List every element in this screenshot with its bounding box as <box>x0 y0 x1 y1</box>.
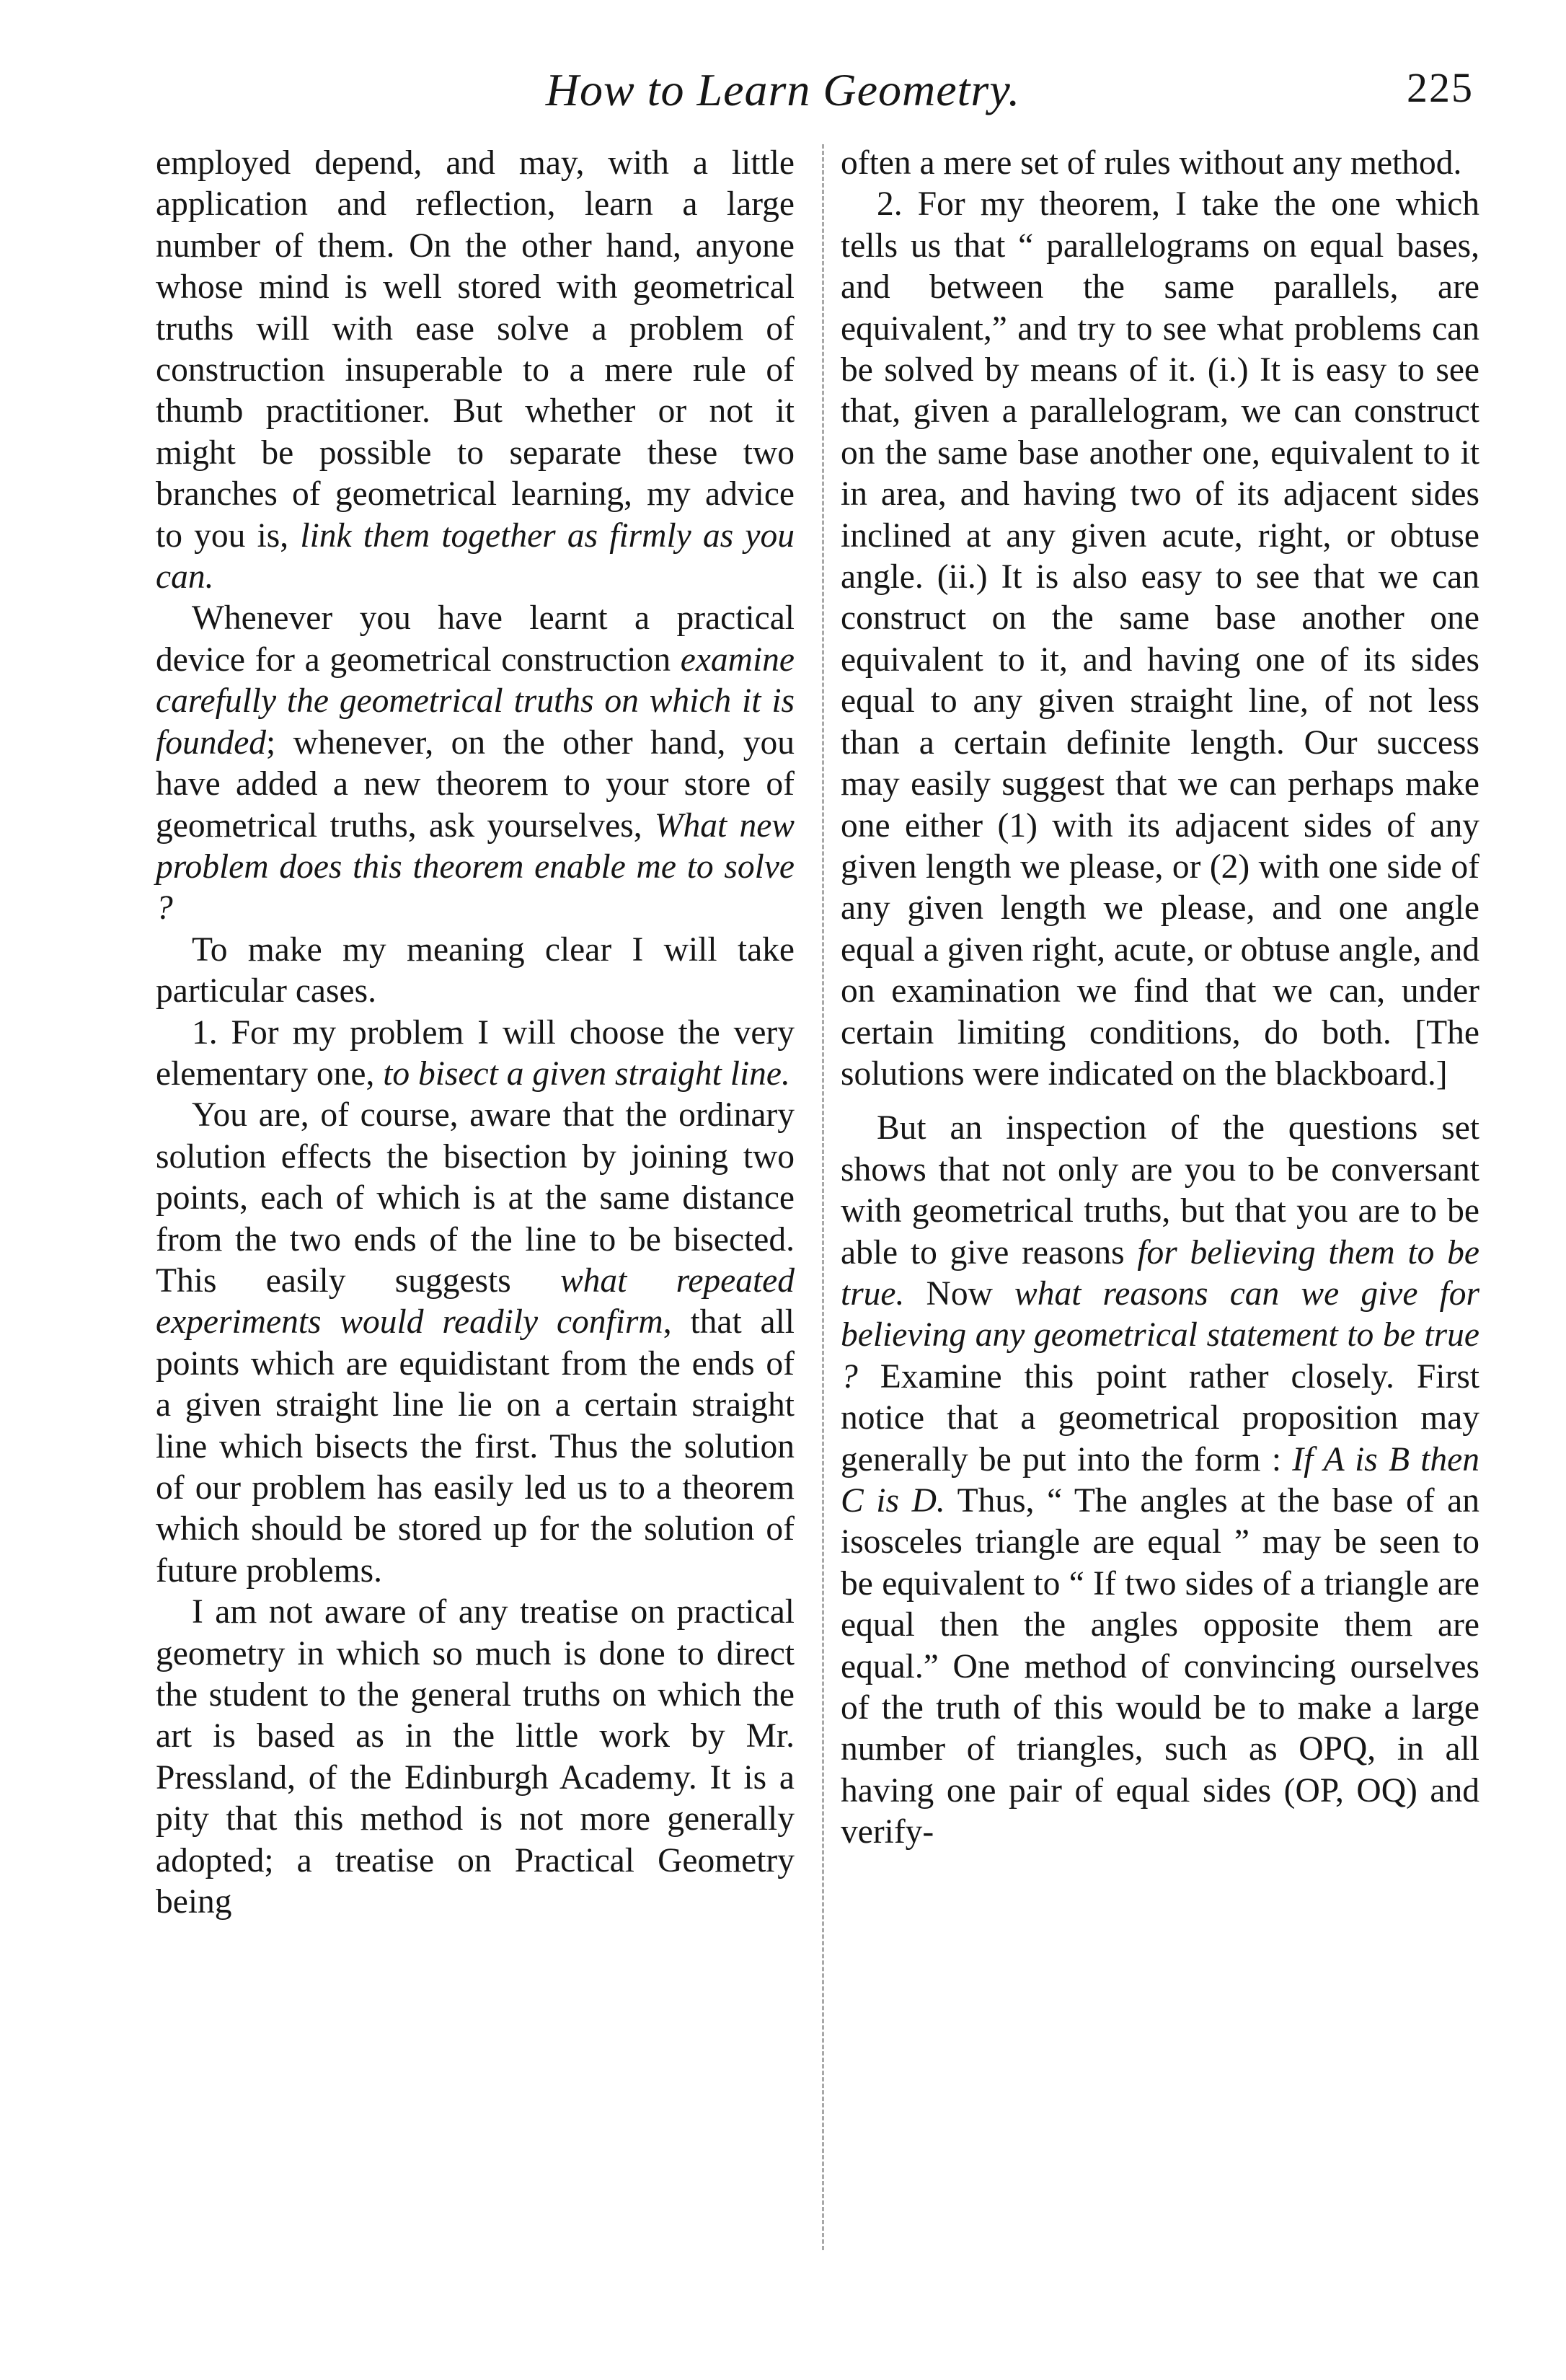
left-paragraph-4 <box>156 1013 795 1096</box>
italic-run: link them together as firmly as you can. <box>156 516 795 596</box>
text-run: Now <box>904 1274 1015 1313</box>
right-column <box>841 143 1479 1854</box>
left-paragraph-3: To make my meaning clear I will take particular cases. <box>156 930 795 1010</box>
text-run: You are, of course, aware that the ordinary solution effects the bisection by joining two points, each of which is at the same distance from the two ends of the line to be bisected. This easily suggests <box>156 1096 795 1300</box>
text-run: But an inspection of the questions set shows that not only are you to be conversant with geometrical truths, but that you are to be able to give reasons <box>841 1109 1479 1271</box>
left-paragraph-5 <box>156 1095 795 1592</box>
left-paragraph-1 <box>156 143 795 598</box>
italic-run: for believing them to be true. <box>841 1233 1479 1313</box>
page-number: 225 <box>1407 64 1474 111</box>
column-divider <box>822 144 824 2250</box>
left-paragraph-2 <box>156 598 795 929</box>
text-run: employed depend, and may, with a little application and reflection, learn a large number of them. On the other hand, anyone whose mind is well stored with geometrical truths will with ease solve a problem of construction insuperable to a mere rule of thumb practitioner. But whether or not it might be possible to separate these two branches of geometrical learning, my advice to you is, <box>156 144 795 555</box>
italic-run: What new problem does this theorem enable me to solve ? <box>156 806 795 927</box>
right-paragraph-1: often a mere set of rules without any method. <box>841 144 1462 182</box>
right-paragraph-2: 2. For my theorem, I take the one which tells us that “ parallelograms on equal bases, and between the same parallels, are equivalent,” and try to see what problems can be solved by means of it. (i.) It is easy to see that, given a parallelogram, we can construct on the same base another one, equivalent to it in area, and having two of its adjacent sides inclined at any given acute, right, or obtuse angle. (ii.) It is also easy to see that we can construct on the same base another one equivalent to it, and having one of its sides equal to any given straight line, of not less than a certain definite length. Our success may easily suggest that we can perhaps make one either (1) with its adjacent sides of any given length we please, or (2) with one side of any given length we please, and one angle equal a given right, acute, or obtuse angle, and on examination we find that we can, under certain limiting conditions, do both. [The solutions were indicated on the blackboard.] <box>841 185 1479 1093</box>
text-run: , that all points which are equidistant from the ends of a given straight line lie on a certain straight line which bisects the first. Thus the solution of our problem has easily led us to a theorem which should be stored up for the solution of future problems. <box>156 1303 795 1590</box>
italic-run: If A is B then C is D. <box>841 1440 1479 1520</box>
left-column <box>156 143 795 1923</box>
text-run: Whenever you have learnt a practical device for a geometrical construction <box>156 599 795 679</box>
text-run: Thus, “ The angles at the base of an isosceles triangle are equal ” may be seen to be equivalent to “ If two sides of a triangle are equal then the angles opposite them are equal.” One method of convincing ourselves of the truth of this would be to make a large number of triangles, such as OPQ, in all having one pair of equal sides (OP, OQ) and verify- <box>841 1482 1479 1851</box>
running-title: How to Learn Geometry. <box>545 64 1021 115</box>
italic-run: examine carefully the geometrical truths on which it is founded <box>156 640 795 762</box>
italic-run: what reasons can we give for believing any geometrical statement to be true ? <box>841 1274 1480 1396</box>
left-paragraph-6: I am not aware of any treatise on practical geometry in which so much is done to direct the student to the general truths on which the art is based as in the little work by Mr. Pressland, of the Edinburgh Academy. It is a pity that this method is not more generally adopted; a treatise on Practical Geometry being <box>156 1593 795 1921</box>
text-run: ; whenever, on the other hand, you have added a new theorem to your store of geometrical truths, ask yourselves, <box>156 723 795 845</box>
running-head <box>0 63 1566 128</box>
text-run: 1. For my problem I will choose the very elementary one, <box>156 1013 795 1093</box>
right-paragraph-3 <box>841 1108 1479 1853</box>
italic-run: what repeated experiments would readily confirm <box>156 1261 795 1341</box>
italic-run: to bisect a given straight line. <box>383 1054 790 1093</box>
text-run: Examine this point rather closely. First notice that a geometrical proposition may generally be put into the form : <box>841 1357 1479 1478</box>
